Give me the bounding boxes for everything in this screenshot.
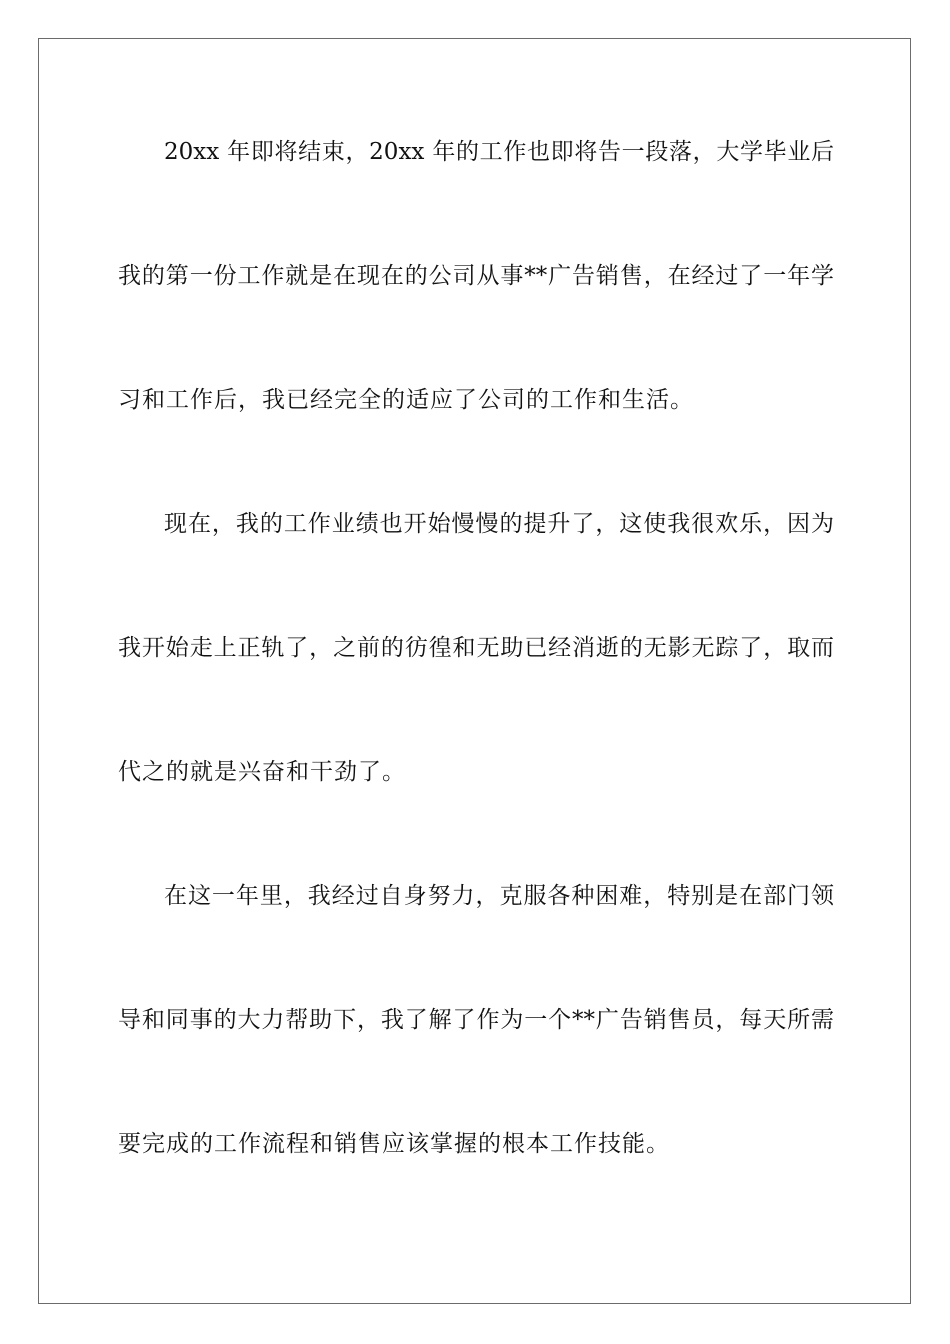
paragraph-line: 在这一年里，我经过自身努力，克服各种困难，特别是在部门领 bbox=[164, 883, 834, 909]
paragraph-line: 导和同事的大力帮助下，我了解了作为一个**广告销售员，每天所需 bbox=[118, 1007, 834, 1033]
paragraph-line: 我的第一份工作就是在现在的公司从事**广告销售，在经过了一年学 bbox=[118, 263, 834, 289]
paragraph-line: 我开始走上正轨了，之前的彷徨和无助已经消逝的无影无踪了，取而 bbox=[118, 635, 834, 661]
page-border bbox=[38, 38, 911, 1304]
paragraph-line: 代之的就是兴奋和干劲了。 bbox=[118, 759, 406, 785]
paragraph-line: 要完成的工作流程和销售应该掌握的根本工作技能。 bbox=[118, 1131, 670, 1157]
paragraph-line: 20xx 年即将结束，20xx 年的工作也即将告一段落，大学毕业后 bbox=[164, 139, 834, 165]
paragraph-line: 习和工作后，我已经完全的适应了公司的工作和生活。 bbox=[118, 387, 694, 413]
paragraph-line: 现在，我的工作业绩也开始慢慢的提升了，这使我很欢乐，因为 bbox=[164, 511, 834, 537]
